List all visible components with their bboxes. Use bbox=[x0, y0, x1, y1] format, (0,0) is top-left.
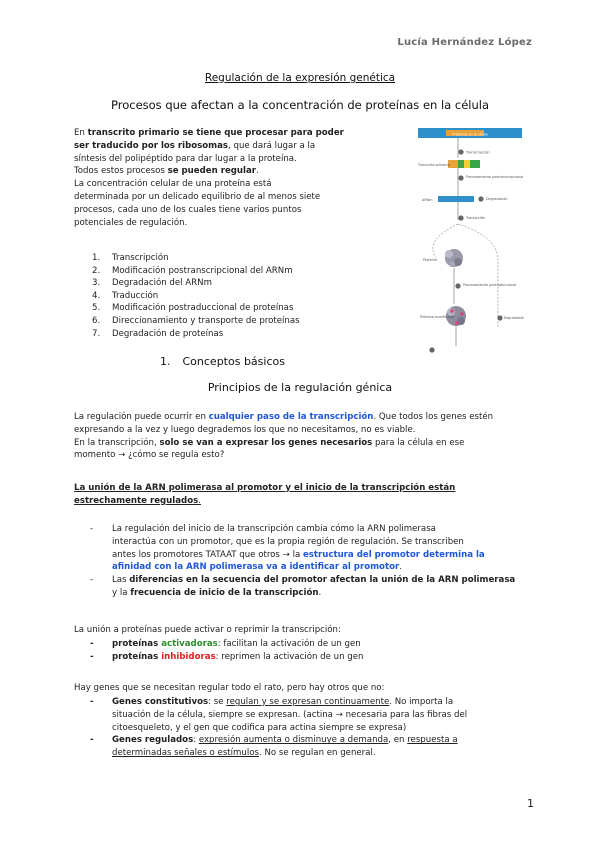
activators-label: activadoras bbox=[161, 639, 218, 649]
text-bold: estrechamente regulados bbox=[74, 495, 199, 506]
step-label: Procesamiento postranscripcional bbox=[466, 175, 524, 179]
text: , en bbox=[388, 735, 408, 746]
step-label: Degradación bbox=[504, 316, 525, 320]
text: En la transcripción, bbox=[74, 437, 160, 448]
list-item: 6. Direccionamiento y transporte de proteínas bbox=[92, 315, 300, 326]
section-heading-1 bbox=[160, 355, 285, 368]
text: momento → ¿cómo se regula esto? bbox=[74, 450, 225, 461]
text: . bbox=[399, 562, 402, 573]
text-bold: Genes constitutivos bbox=[112, 697, 209, 707]
genes-intro: Hay genes que se necesitan regular todo el rato, pero hay otros que no: bbox=[74, 683, 385, 693]
highlight-text: estructura del promotor determina la bbox=[302, 549, 485, 560]
text-bold: Genes regulados bbox=[112, 735, 194, 746]
text: , que dará lugar a la bbox=[228, 140, 316, 151]
step-label: Traducción bbox=[466, 216, 486, 220]
text-bold: se pueden regular bbox=[167, 166, 257, 177]
list-item: 3. Degradación del ARNm bbox=[92, 278, 212, 289]
underlined-text: expresión aumenta o disminuye a demanda bbox=[198, 735, 389, 746]
protein-label: Proteína bbox=[423, 258, 437, 262]
text-bold: proteínas bbox=[112, 639, 162, 649]
text: : se bbox=[208, 697, 227, 707]
text: . bbox=[256, 166, 259, 177]
text: : bbox=[193, 735, 199, 746]
text: interactúa con un promotor, que es la propia región de regulación. Se transcriben bbox=[112, 536, 464, 547]
primary-transcript-label: Transcrito primario bbox=[418, 163, 450, 167]
text: . Que todos los genes estén bbox=[373, 412, 494, 422]
author-name: Lucía Hernández López bbox=[397, 37, 532, 48]
protein-binding-list bbox=[90, 638, 550, 664]
underlined-text: regulan y se expresan continuamente bbox=[226, 697, 390, 707]
list-item: - La regulación del inicio de la transcripción cambia cómo la ARN polimerasa interactúa con un promotor, que es la propia región de regulación. Se transcriben antes los promotores TATAAT que otros → la estructura del promotor determina la afinidad con la ARN polimerasa va a identificar al promotor. bbox=[90, 524, 485, 573]
inhibitors-label: inhibidoras bbox=[161, 651, 216, 662]
list-item: - Las diferencias en la secuencia del promotor afectan la unión de la ARN polimerasa y la frecuencia de inicio de la transcripción. bbox=[90, 575, 516, 598]
list-item: 4. Traducción bbox=[92, 290, 159, 301]
list-item: 2. Modificación postranscripcional del ARNm bbox=[92, 265, 293, 276]
section-heading-2: Principios de la regulación génica bbox=[207, 381, 393, 394]
text-bold: diferencias en la secuencia del promotor afectan la unión de la ARN polimerasa bbox=[129, 575, 516, 586]
text-bold: ser traducido por los ribosomas bbox=[74, 140, 229, 151]
text: Todos estos procesos bbox=[74, 166, 168, 177]
text: La regulación del inicio de la transcripción cambia cómo la ARN polimerasa bbox=[112, 524, 436, 534]
protein-binding-intro: La unión a proteínas puede activar o reprimir la transcripción: bbox=[74, 625, 341, 635]
text: La regulación puede ocurrir en bbox=[74, 412, 209, 422]
list-item: - Genes regulados: expresión aumenta o disminuye a demanda, en respuesta a determinadas señales o estímulos. No se regulan en general. bbox=[90, 735, 458, 759]
protein-icon bbox=[445, 249, 463, 267]
text-bold: La unión de la ARN polimerasa al promotor y el inicio de la transcripción están bbox=[74, 483, 456, 493]
text-bold: solo se van a expresar los genes necesarios bbox=[159, 437, 373, 448]
text-bold: frecuencia de inicio de la transcripción bbox=[130, 587, 319, 598]
text: . No se regulan en general. bbox=[259, 748, 376, 759]
bullet-list-1 bbox=[90, 523, 550, 600]
text-bold: proteínas bbox=[112, 651, 162, 662]
text: procesos, cada uno de los cuales tiene varios puntos bbox=[74, 204, 302, 215]
underlined-text: respuesta a bbox=[407, 735, 458, 746]
highlight-text: cualquier paso de la transcripción bbox=[208, 412, 374, 422]
step-marker bbox=[458, 149, 463, 154]
union-heading: La unión de la ARN polimerasa al promotor y el inicio de la transcripción están estrechamente regulados. bbox=[74, 482, 544, 508]
mrna-label: ARNm bbox=[422, 198, 433, 202]
regulation-paragraph bbox=[74, 411, 544, 462]
text: En bbox=[74, 128, 88, 138]
section-number: 1. bbox=[160, 355, 171, 368]
text: : reprimen la activación de un gen bbox=[215, 651, 364, 662]
text: . No importa la bbox=[389, 697, 454, 707]
list-item: 7. Degradación de proteínas bbox=[92, 328, 224, 339]
list-item: - Genes constitutivos: se regulan y se expresan continuamente. No importa la situación de la célula, siempre se expresan. (actina → necesaria para las fibras del citoesqueleto, y el gen que codifica para actina siempre se expresa) bbox=[90, 697, 468, 733]
text: antes los promotores TATAAT que otros → la bbox=[112, 549, 303, 560]
text: y la bbox=[112, 587, 131, 598]
text: La concentración celular de una proteína está bbox=[74, 179, 272, 190]
modified-protein-label: Proteína modificada bbox=[420, 315, 454, 319]
highlight-text: afinidad con la ARN polimerasa va a identificar al promotor bbox=[112, 562, 400, 573]
text: expresando a la vez y luego degrademos los que no necesitamos, no es viable. bbox=[74, 424, 416, 435]
process-list bbox=[92, 252, 300, 340]
intro-paragraph bbox=[74, 127, 374, 229]
text: síntesis del polipéptido para dar lugar a la proteína. bbox=[74, 153, 297, 164]
text-bold: transcrito primario se tiene que procesar para poder bbox=[87, 128, 344, 138]
text: citoesqueleto, y el gen que codifica para actina siempre se expresa) bbox=[112, 722, 407, 733]
section-title: Conceptos básicos bbox=[182, 355, 285, 368]
text: para la célula en ese bbox=[372, 437, 465, 448]
list-item: 1. Transcripción bbox=[92, 253, 169, 263]
step-label: Procesamiento postraduccional bbox=[463, 283, 517, 287]
figure-top-label: Proteínas en la célula bbox=[452, 132, 488, 137]
list-item: - proteínas inhibidoras: reprimen la activación de un gen bbox=[90, 651, 364, 662]
text: : facilitan la activación de un gen bbox=[217, 639, 361, 649]
underlined-text: determinadas señales o estímulos bbox=[112, 748, 259, 759]
page-number: 1 bbox=[527, 797, 534, 810]
text: situación de la célula, siempre se expresan. (actina → necesaria para las fibras del bbox=[112, 709, 468, 720]
step-label: Degradación bbox=[486, 197, 508, 201]
page-subtitle: Procesos que afectan a la concentración de proteínas en la célula bbox=[111, 98, 489, 112]
list-item: 5. Modificación postraduccional de proteínas bbox=[92, 303, 294, 314]
protein-regulation-figure bbox=[418, 128, 530, 358]
text: . bbox=[318, 587, 322, 598]
page-title: Regulación de la expresión genética bbox=[204, 72, 396, 84]
list-item: - proteínas activadoras: facilitan la activación de un gen bbox=[90, 639, 361, 649]
text: determinada por un delicado equilibrio de al menos siete bbox=[74, 191, 321, 202]
genes-list bbox=[90, 696, 550, 760]
step-label: Transcripción bbox=[466, 150, 490, 155]
text: Las bbox=[112, 575, 130, 586]
text: potenciales de regulación. bbox=[74, 217, 188, 228]
